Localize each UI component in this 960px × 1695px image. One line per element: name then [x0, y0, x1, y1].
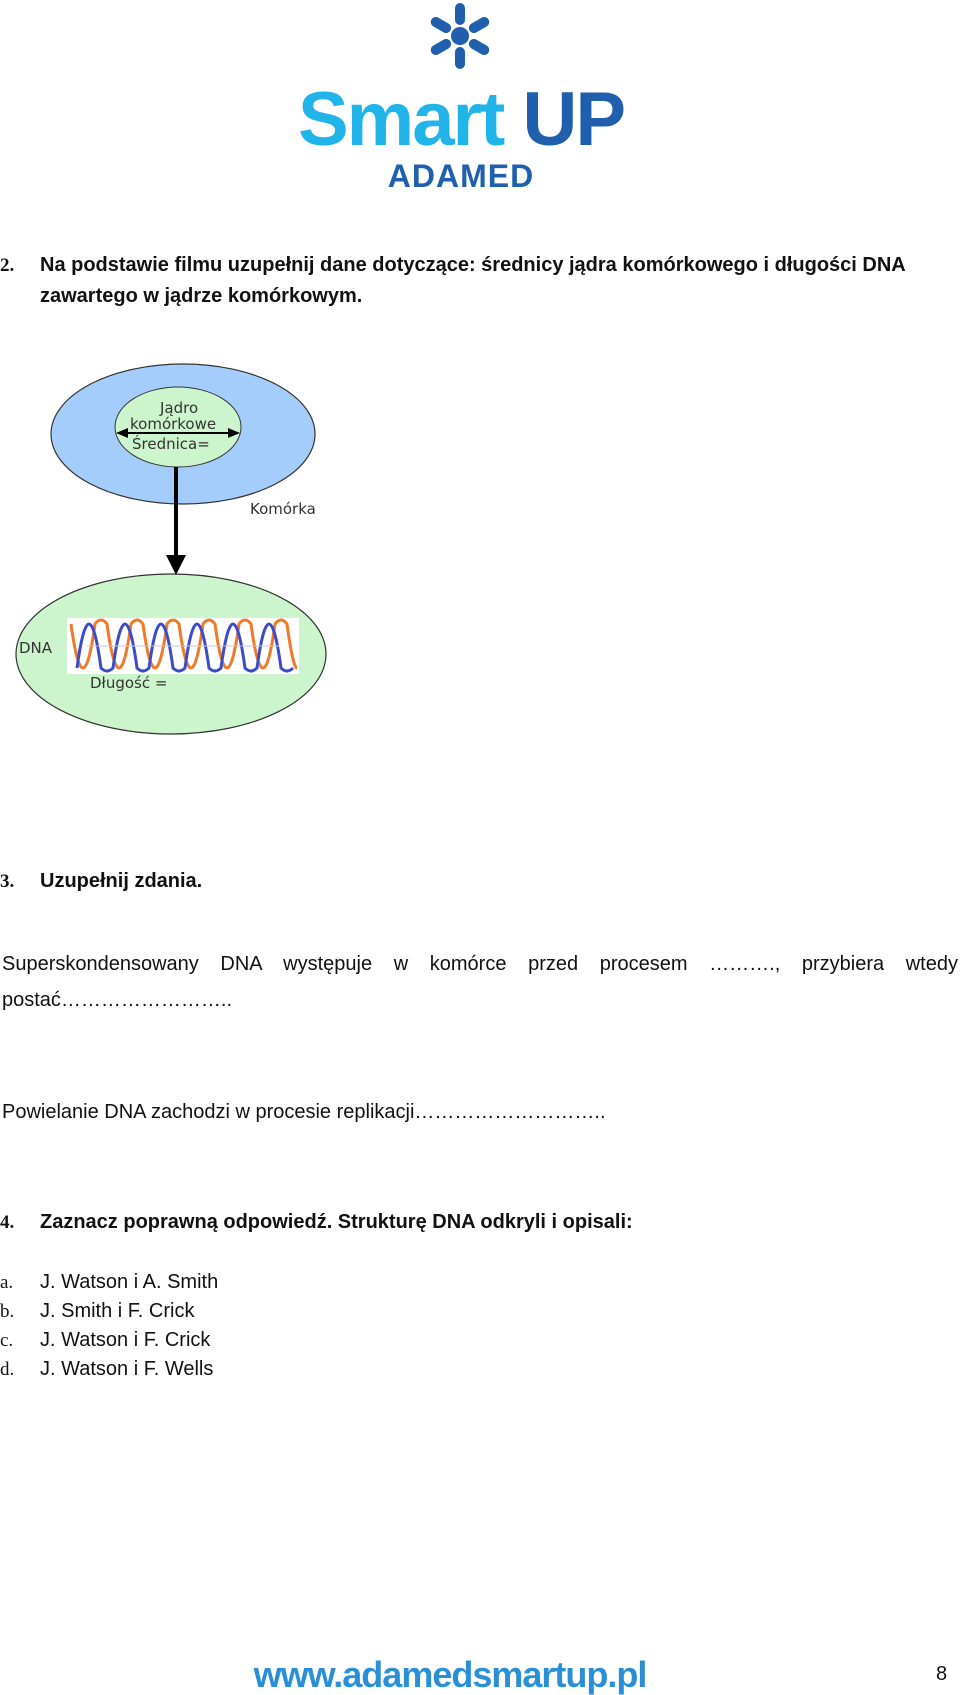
footer-website-link[interactable]: www.adamedsmartup.pl: [253, 1654, 647, 1695]
question-4: [0, 1207, 920, 1238]
answer-options: [0, 1268, 600, 1384]
cell-label: Komórka: [250, 500, 316, 518]
length-label: Długość =: [90, 674, 168, 692]
diameter-label: Średnica=: [132, 435, 210, 453]
dna-helix-icon: [67, 618, 299, 674]
question-2-text-line1: Na podstawie filmu uzupełnij dane dotyczące: średnicy jądra komórkowego i długości DNA: [40, 254, 906, 276]
question-3: [0, 866, 700, 897]
answer-option-c[interactable]: c. J. Watson i F. Crick: [0, 1329, 211, 1351]
question-3-number: 3.: [0, 871, 15, 892]
nucleus-label-line2: komórkowe: [130, 415, 217, 433]
answer-option-a[interactable]: a. J. Watson i A. Smith: [0, 1271, 219, 1293]
cell-dna-diagram: [0, 360, 340, 740]
question-4-title: Zaznacz poprawną odpowiedź. Strukturę DNA odkryli i opisali:: [40, 1211, 633, 1233]
question-3-sentence-1: Superskondensowany DNA występuje w komórce przed procesem ………., przybiera wtedy postać……………………..: [2, 953, 958, 1011]
question-2-text-line2: zawartego w jądrze komórkowym.: [40, 285, 363, 307]
question-4-number: 4.: [0, 1212, 15, 1233]
dna-label: DNA: [19, 639, 53, 657]
answer-option-b[interactable]: b. J. Smith i F. Crick: [0, 1300, 195, 1322]
page-number: 8: [936, 1663, 948, 1685]
question-3-sentence-2: Powielanie DNA zachodzi w procesie replikacji………………………..: [2, 1101, 606, 1123]
nucleus-label-line1: Jądro: [160, 399, 199, 417]
asterisk-logo-icon: [296, 0, 626, 80]
logo-subtitle: ADAMED: [387, 158, 535, 194]
question-3-title: Uzupełnij zdania.: [40, 870, 203, 892]
answer-option-d[interactable]: d. J. Watson i F. Wells: [0, 1358, 214, 1380]
logo-wordmark: Smart UP: [297, 77, 625, 162]
question-2: [0, 250, 958, 281]
question-2-number: 2.: [0, 255, 15, 276]
smartup-logo: [296, 0, 626, 200]
